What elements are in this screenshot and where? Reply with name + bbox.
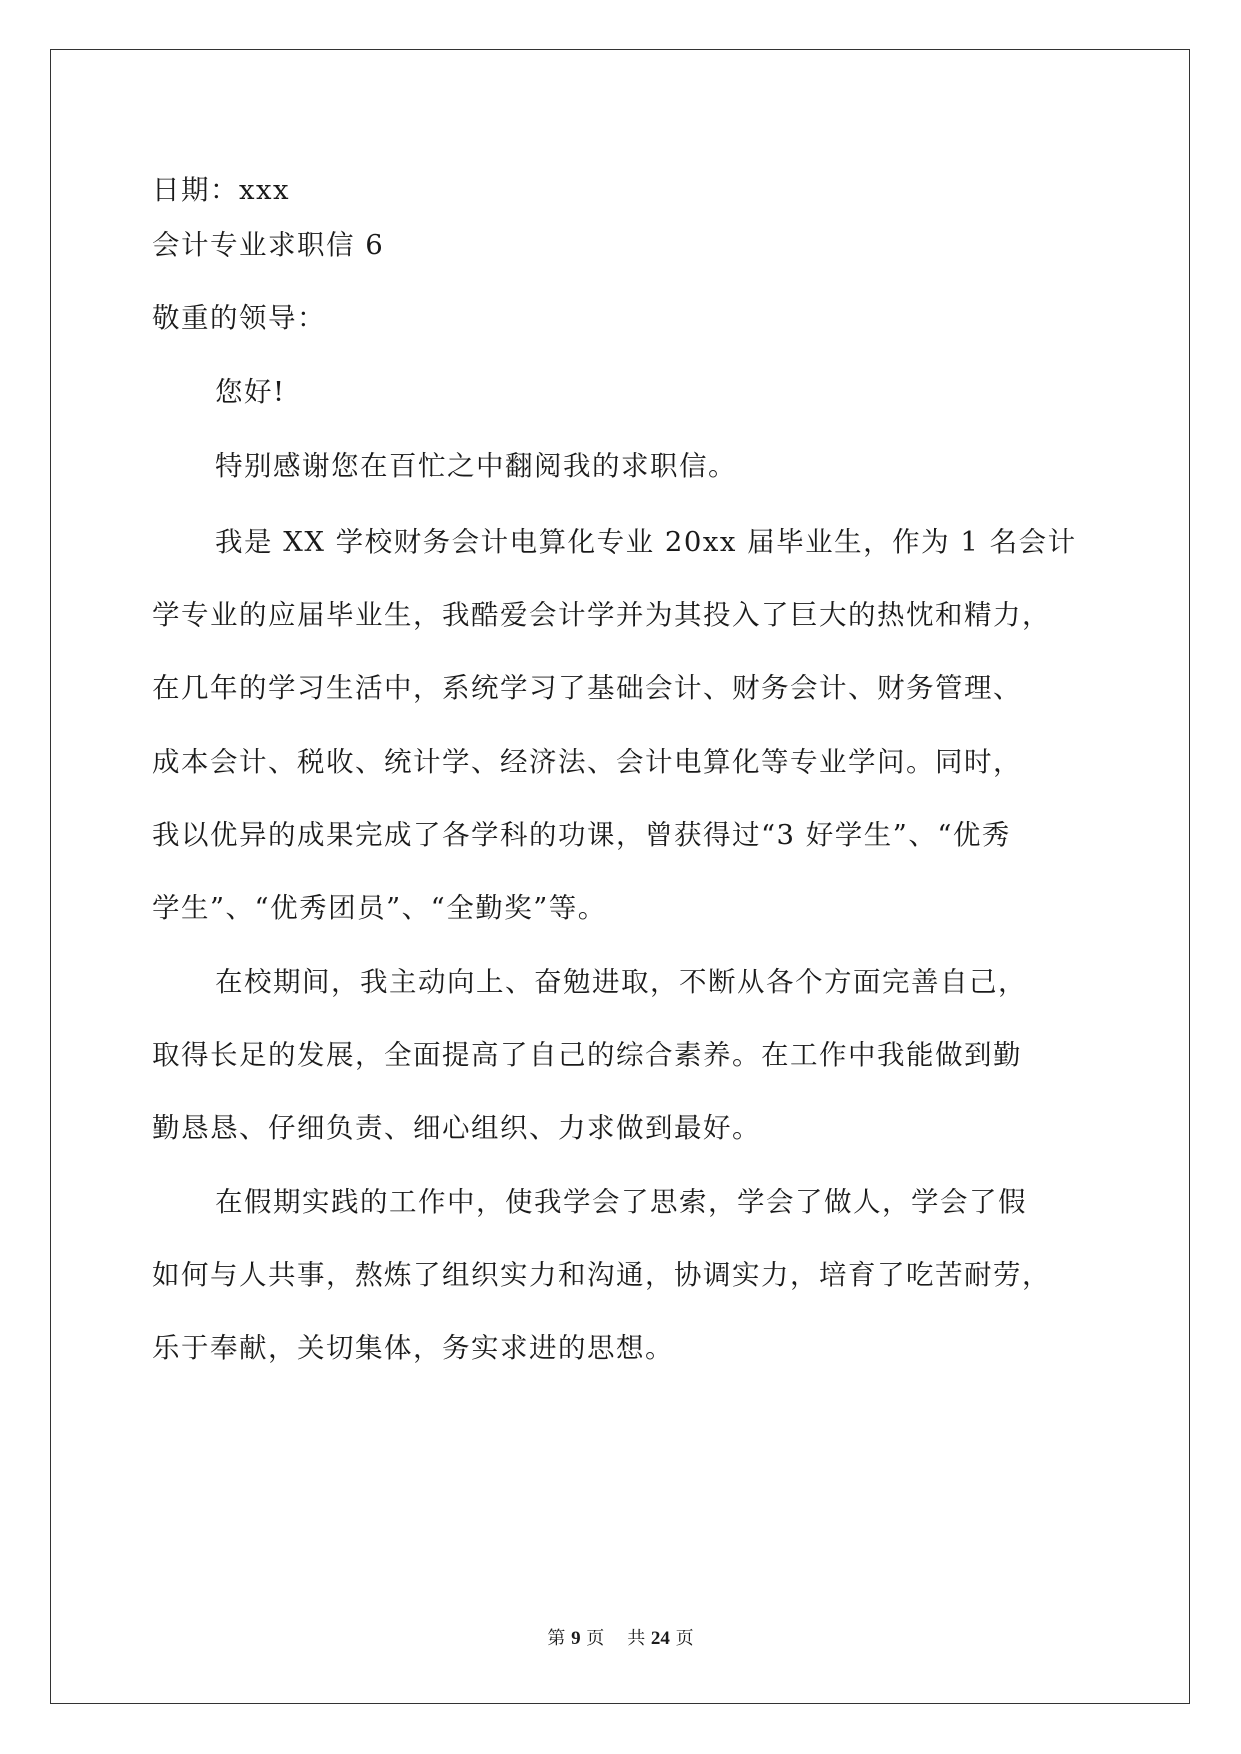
footer-total-pages: 24 [650, 1628, 670, 1649]
paragraph-2-line-2: 学专业的应届毕业生，我酷爱会计学并为其投入了巨大的热忱和精力， [152, 599, 1051, 631]
paragraph-2-line-1: 我是 XX 学校财务会计电算化专业 20xx 届毕业生，作为 1 名会计 [215, 526, 1077, 558]
paragraph-2-line-5: 我以优异的成果完成了各学科的功课，曾获得过“3 好学生”、“优秀 [152, 819, 1011, 851]
page-footer [0, 1627, 1241, 1651]
paragraph-4-line-1: 在假期实践的工作中，使我学会了思索，学会了做人，学会了假 [215, 1186, 1027, 1218]
paragraph-3-line-1: 在校期间，我主动向上、奋勉进取，不断从各个方面完善自己， [215, 966, 1027, 998]
date-line: 日期：xxx [152, 174, 291, 206]
footer-total-suffix: 页 [675, 1628, 694, 1649]
paragraph-2-line-6: 学生”、“优秀团员”、“全勤奖”等。 [152, 892, 607, 924]
paragraph-3-line-2: 取得长足的发展，全面提高了自己的综合素养。在工作中我能做到勤 [152, 1039, 1022, 1071]
paragraph-4-line-2: 如何与人共事，熬炼了组织实力和沟通，协调实力，培育了吃苦耐劳， [152, 1259, 1051, 1291]
greeting: 您好! [215, 376, 286, 408]
paragraph-2-line-4: 成本会计、税收、统计学、经济法、会计电算化等专业学问。同时， [152, 746, 1022, 778]
paragraph-3-line-3: 勤恳恳、仔细负责、细心组织、力求做到最好。 [152, 1112, 761, 1144]
paragraph-4-line-3: 乐于奉献，关切集体，务实求进的思想。 [152, 1332, 674, 1364]
footer-page-suffix: 页 [586, 1628, 605, 1649]
salutation: 敬重的领导： [152, 302, 326, 334]
letter-title: 会计专业求职信 6 [152, 229, 385, 261]
paragraph-1-line-1: 特别感谢您在百忙之中翻阅我的求职信。 [215, 450, 737, 482]
footer-total-prefix: 共 [627, 1628, 646, 1649]
paragraph-2-line-3: 在几年的学习生活中，系统学习了基础会计、财务会计、财务管理、 [152, 672, 1022, 704]
footer-page-number: 9 [571, 1628, 581, 1649]
footer-page-prefix: 第 [547, 1628, 566, 1649]
